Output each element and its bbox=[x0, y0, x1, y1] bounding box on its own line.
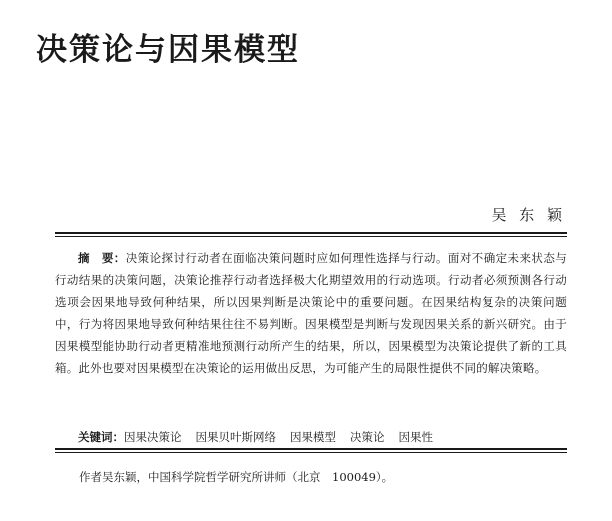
top-rule-thick bbox=[55, 232, 567, 234]
author-footnote: 作者吴东颖，中国科学院哲学研究所讲师（北京 100049）。 bbox=[79, 470, 394, 484]
keyword-item: 因果性 bbox=[398, 430, 433, 444]
paper-title: 决策论与因果模型 bbox=[36, 32, 300, 68]
abstract-text: 决策论探讨行动者在面临决策问题时应如何理性选择与行动。面对不确定未来状态与行动结果的决策问题，决策论推荐行动者选择极大化期望效用的行动选项。行动者必须预测各行动选项会因果地导致何种结果，所以因果判断是决策论中的重要问题。在因果结构复杂的决策问题中，行为将因果地导致何种结果往往不易判断。因果模型是判断与发现因果关系的新兴研究。由于因果模型能协助行动者更精准地预测行动所产生的结果，所以，因果模型为决策论提供了新的工具箱。此外也要对因果模型在决策论的运用做出反思，为可能产生的局限性提供不同的解决策略。 bbox=[55, 251, 567, 375]
keywords-block bbox=[55, 427, 567, 447]
keywords-label: 关键词： bbox=[78, 430, 124, 444]
keyword-item: 因果贝叶斯网络 bbox=[195, 430, 276, 444]
keyword-item: 因果决策论 bbox=[124, 430, 182, 444]
abstract-block bbox=[55, 247, 567, 379]
keyword-item: 决策论 bbox=[350, 430, 385, 444]
bottom-rule-thick bbox=[55, 448, 567, 450]
abstract-label: 摘 要： bbox=[78, 251, 126, 265]
bottom-rule-thin bbox=[55, 452, 567, 453]
top-rule-thin bbox=[55, 236, 567, 237]
author-name: 吴 东 颖 bbox=[491, 206, 566, 224]
keyword-item: 因果模型 bbox=[290, 430, 336, 444]
